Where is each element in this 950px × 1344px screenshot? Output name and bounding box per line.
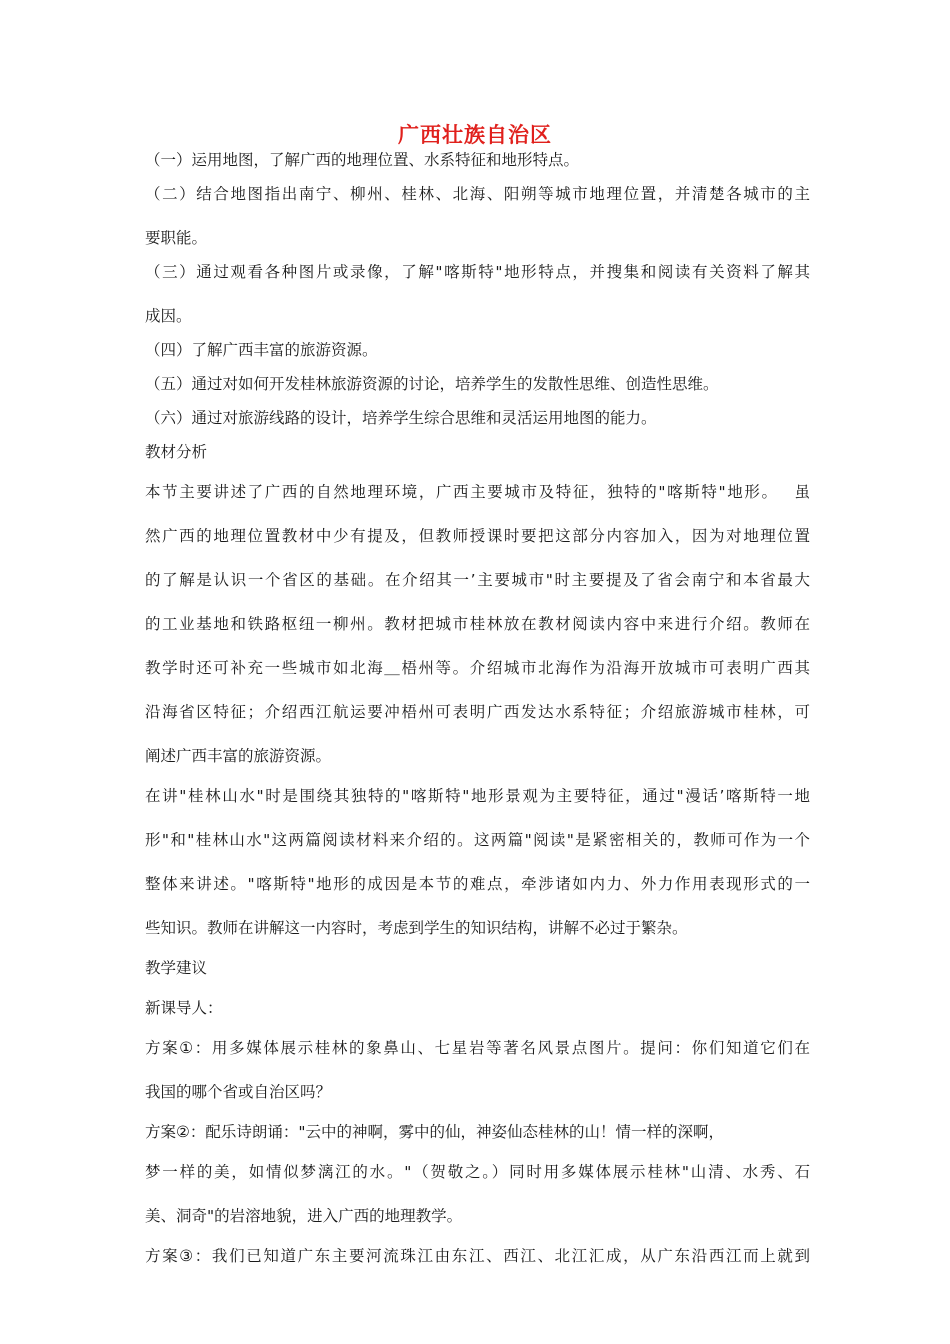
section-heading: 教材分析 [145,443,208,461]
text-line: 新课导人： [145,999,223,1017]
text-line: 方案①：用多媒体展示桂林的象鼻山、七星岩等著名风景点图片。提问：你们知道它们在 [145,1039,810,1057]
text-line: 形"和"桂林山水"这两篇阅读材料来介绍的。这两篇"阅读"是紧密相关的，教师可作为一个 [145,831,810,849]
text-line: 美、洞奇"的岩溶地貌，进入广西的地理教学。 [145,1207,463,1225]
document-title: 广西壮族自治区 [398,123,552,147]
section-heading: 教学建议 [145,959,208,977]
text-line: 成因。 [145,307,192,325]
text-line: （五）通过对如何开发桂林旅游资源的讨论，培养学生的发散性思维、创造性思维。 [145,375,719,393]
text-line: 梦一样的美，如情似梦漓江的水。"（贺敬之。）同时用多媒体展示桂林"山清、水秀、石 [145,1163,810,1181]
text-line: （一）运用地图，了解广西的地理位置、水系特征和地形特点。 [145,151,580,169]
text-line: 本节主要讲述了广西的自然地理环境，广西主要城市及特征，独特的"喀斯特"地形。 虽 [145,483,810,501]
text-line: （三）通过观看各种图片或录像，了解"喀斯特"地形特点，并搜集和阅读有关资料了解其 [145,263,810,281]
text-line: 的工业基地和铁路枢纽一柳州。教材把城市桂林放在教材阅读内容中来进行介绍。教师在 [145,615,810,633]
text-line: （六）通过对旅游线路的设计，培养学生综合思维和灵活运用地图的能力。 [145,409,657,427]
text-line: 方案②：配乐诗朗诵："云中的神啊，雾中的仙，神姿仙态桂林的山！情一样的深啊， [145,1123,725,1141]
text-line: 阐述广西丰富的旅游资源。 [145,747,332,765]
text-line: 方案③：我们已知道广东主要河流珠江由东江、西江、北江汇成，从广东沿西江而上就到 [145,1247,810,1265]
text-line: （四）了解广西丰富的旅游资源。 [145,341,378,359]
text-line: 整体来讲述。"喀斯特"地形的成因是本节的难点，牵涉诸如内力、外力作用表现形式的一 [145,875,810,893]
text-line: 教学时还可补充一些城市如北海＿梧州等。介绍城市北海作为沿海开放城市可表明广西其 [145,659,810,677]
text-line: （二）结合地图指出南宁、柳州、桂林、北海、阳朔等城市地理位置，并清楚各城市的主 [145,185,810,203]
text-line: 要职能。 [145,229,208,247]
text-line: 我国的哪个省或自治区吗？ [145,1083,332,1101]
text-line: 些知识。教师在讲解这一内容时，考虑到学生的知识结构，讲解不必过于繁杂。 [145,919,688,937]
text-line: 沿海省区特征；介绍西江航运要冲梧州可表明广西发达水系特征；介绍旅游城市桂林，可 [145,703,810,721]
text-line: 的了解是认识一个省区的基础。在介绍其一’主要城市"时主要提及了省会南宁和本省最大 [145,571,810,589]
text-line: 在讲"桂林山水"时是围绕其独特的"喀斯特"地形景观为主要特征，通过"漫话’喀斯特一地 [145,787,810,805]
document-body [145,151,810,1265]
text-line: 然广西的地理位置教材中少有提及，但教师授课时要把这部分内容加入，因为对地理位置 [145,527,810,545]
